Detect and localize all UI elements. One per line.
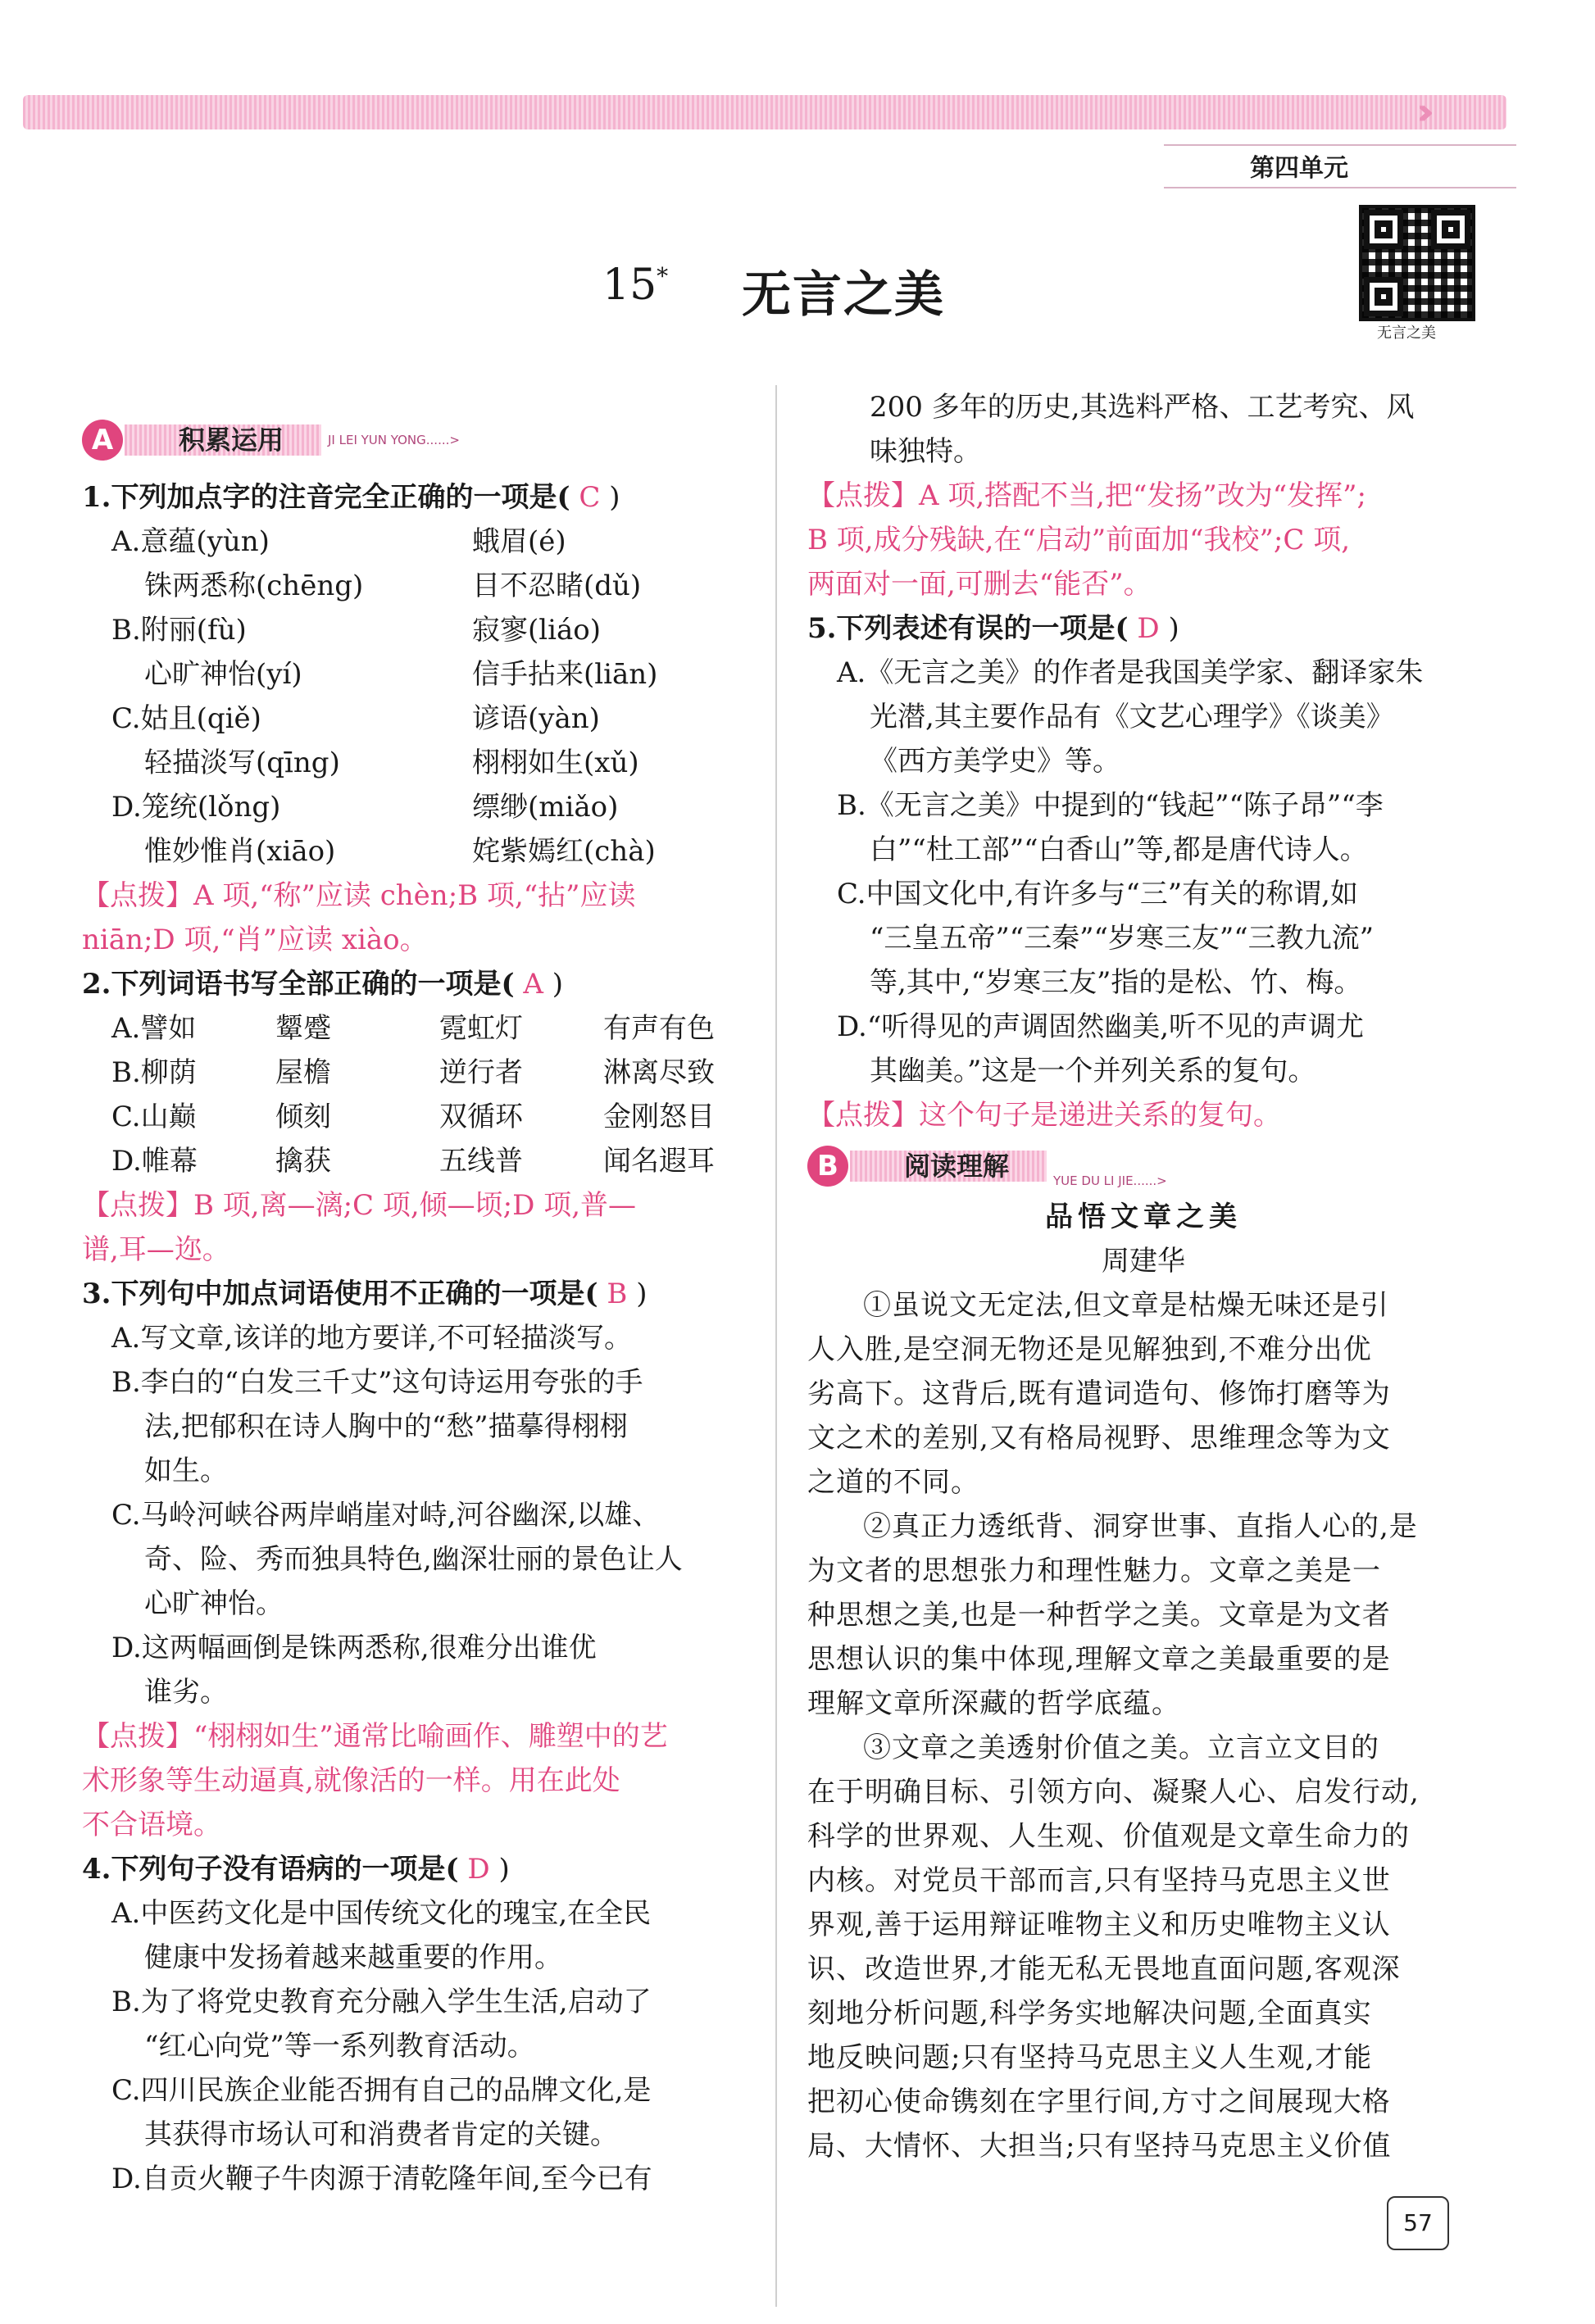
article-paragraph-line: 地反映问题;只有坚持马克思主义人生观,才能 xyxy=(807,2041,1373,2074)
q2-word: C.山巅 xyxy=(111,1101,197,1133)
q1-option: 栩栩如生(xǔ) xyxy=(472,747,639,779)
q5-option: D.“听得见的声调固然幽美,听不见的声调尤 xyxy=(837,1010,1365,1043)
q1-stem-text: 1.下列加点字的注音完全正确的一项是( xyxy=(82,481,570,514)
article-paragraph-line: 在于明确目标、引领方向、凝聚人心、启发行动, xyxy=(807,1776,1420,1809)
page-number: 57 xyxy=(1387,2196,1449,2250)
q4-stem-text: 4.下列句子没有语病的一项是( xyxy=(82,1853,459,1886)
q5-option-cont: 白”“杜工部”“白香山”等,都是唐代诗人。 xyxy=(870,833,1368,866)
section-b-pinyin: YUE DU LI JIE......> xyxy=(1053,1173,1167,1188)
q3-stem-text: 3.下列句中加点词语使用不正确的一项是( xyxy=(82,1278,598,1310)
question-4-stem xyxy=(82,1847,762,1891)
q2-word: 闻名遐耳 xyxy=(603,1145,715,1178)
article-paragraph-line: 为文者的思想张力和理性魅力。文章之美是一 xyxy=(807,1555,1381,1587)
q2-row xyxy=(82,1051,762,1095)
question-2-stem xyxy=(82,962,762,1006)
q3-option: A.写文章,该详的地方要详,不可轻描淡写。 xyxy=(111,1322,632,1355)
q2-row xyxy=(82,1006,762,1051)
article-paragraph-line: 科学的世界观、人生观、价值观是文章生命力的 xyxy=(807,1820,1410,1853)
section-a-badge: A xyxy=(82,420,123,461)
q5-option: C.中国文化中,有许多与“三”有关的称谓,如 xyxy=(837,878,1358,910)
q4-option-cont: 健康中发扬着越来越重要的作用。 xyxy=(144,1941,562,1974)
q1-row xyxy=(82,520,762,564)
q1-option: 轻描淡写(qīng) xyxy=(144,747,340,779)
q1-row xyxy=(82,564,762,608)
section-b-badge: B xyxy=(807,1146,848,1187)
q1-answer: C xyxy=(579,481,601,514)
article-paragraph-line: ①虽说文无定法,但文章是枯燥无味还是引 xyxy=(863,1289,1389,1322)
q4-option-cont: 味独特。 xyxy=(870,435,981,468)
q2-stem-text: 2.下列词语书写全部正确的一项是( xyxy=(82,968,515,1001)
q2-word: 有声有色 xyxy=(603,1012,715,1045)
article-paragraph-line: 内核。对党员干部而言,只有坚持马克思主义世 xyxy=(807,1864,1391,1897)
left-column xyxy=(82,475,762,2201)
q3-option-cont: 如生。 xyxy=(144,1455,228,1487)
q4-hint: B 项,成分残缺,在“启动”前面加“我校”;C 项, xyxy=(807,524,1351,556)
q2-word: 倾刻 xyxy=(275,1101,331,1133)
q2-close: ) xyxy=(552,968,564,1001)
q2-word: 颦蹙 xyxy=(275,1012,331,1045)
chevron-right-icon: ›››› xyxy=(1416,91,1422,133)
qr-caption: 无言之美 xyxy=(1377,325,1436,342)
q3-option: B.李白的“白发三千丈”这句诗运用夸张的手 xyxy=(111,1366,643,1399)
article-paragraph-line: ③文章之美透射价值之美。立言立文目的 xyxy=(863,1732,1379,1764)
q1-option: 缥缈(miǎo) xyxy=(472,791,619,824)
q1-close: ) xyxy=(609,481,620,514)
q3-option-cont: 谁劣。 xyxy=(144,1676,228,1709)
section-b-title: 阅读理解 xyxy=(904,1151,1010,1182)
q2-word: A.譬如 xyxy=(111,1012,197,1045)
q1-option: C.姑且(qiě) xyxy=(111,702,261,735)
q3-hint: 不合语境。 xyxy=(82,1809,221,1841)
right-column xyxy=(807,385,1479,2168)
column-divider xyxy=(775,385,777,2307)
article-paragraph-line: 文之术的差别,又有格局视野、思维理念等为文 xyxy=(807,1422,1391,1455)
section-a-title: 积累运用 xyxy=(179,424,284,456)
section-b-header xyxy=(807,1146,1266,1187)
q5-option: A.《无言之美》的作者是我国美学家、翻译家朱 xyxy=(837,656,1424,689)
q1-option: 心旷神怡(yí) xyxy=(144,658,302,691)
q5-option-cont: 其幽美。”这是一个并列关系的复句。 xyxy=(870,1055,1316,1087)
q4-option: A.中医药文化是中国传统文化的瑰宝,在全民 xyxy=(111,1897,652,1930)
q2-hint: 【点拨】B 项,离—漓;C 项,倾—顷;D 项,普— xyxy=(82,1189,637,1222)
article-paragraph-line: 把初心使命镌刻在字里行间,方寸之间展现大格 xyxy=(807,2086,1391,2118)
q1-option: 惟妙惟肖(xiāo) xyxy=(144,835,336,868)
article-paragraph-line: 之道的不同。 xyxy=(807,1466,979,1499)
q1-option: 铢两悉称(chēng) xyxy=(144,570,364,602)
q1-option: D.笼统(lǒng) xyxy=(111,791,281,824)
qr-code-icon[interactable] xyxy=(1359,205,1475,321)
q3-option-cont: 法,把郁积在诗人胸中的“愁”描摹得栩栩 xyxy=(144,1410,628,1443)
lesson-mark: * xyxy=(657,262,669,290)
article-paragraph-line: ②真正力透纸背、洞穿世事、直指人心的,是 xyxy=(863,1510,1418,1543)
header-band xyxy=(23,91,1506,133)
article-paragraph-line: 识、改造世界,才能无私无畏地直面问题,客观深 xyxy=(807,1953,1401,1986)
article-paragraph-line: 界观,善于运用辩证唯物主义和历史唯物主义认 xyxy=(807,1909,1391,1941)
article-paragraph-line: 理解文章所深藏的哲学底蕴。 xyxy=(807,1687,1180,1720)
q3-hint: 【点拨】“栩栩如生”通常比喻画作、雕塑中的艺 xyxy=(82,1720,668,1753)
q1-option: A.意蕴(yùn) xyxy=(111,525,270,558)
article-paragraph-line: 人入胜,是空洞无物还是见解独到,不难分出优 xyxy=(807,1333,1372,1366)
question-5-stem xyxy=(807,606,1479,651)
question-3-stem xyxy=(82,1272,762,1316)
q4-hint: 两面对一面,可删去“能否”。 xyxy=(807,568,1152,601)
q3-hint: 术形象等生动逼真,就像活的一样。用在此处 xyxy=(82,1764,620,1797)
q5-close: ) xyxy=(1168,612,1179,645)
q2-row xyxy=(82,1139,762,1183)
q1-hint: 【点拨】A 项,“称”应读 chèn;B 项,“拈”应读 xyxy=(82,879,636,912)
article-title: 品悟文章之美 xyxy=(1045,1201,1242,1233)
section-a-pinyin: JI LEI YUN YONG......> xyxy=(328,433,460,447)
q1-option: 目不忍睹(dǔ) xyxy=(472,570,642,602)
q4-hint: 【点拨】A 项,搭配不当,把“发扬”改为“发挥”; xyxy=(807,479,1366,512)
q2-word: B.柳荫 xyxy=(111,1056,197,1089)
q2-word: 霓虹灯 xyxy=(439,1012,523,1045)
q5-stem-text: 5.下列表述有误的一项是( xyxy=(807,612,1129,645)
q3-option: C.马岭河峡谷两岸峭崖对峙,河谷幽深,以雄、 xyxy=(111,1499,661,1532)
q2-word: 屋檐 xyxy=(275,1056,331,1089)
q3-option-cont: 心旷神怡。 xyxy=(144,1587,284,1620)
article-paragraph-line: 种思想之美,也是一种哲学之美。文章是为文者 xyxy=(807,1599,1391,1632)
q1-option: 谚语(yàn) xyxy=(472,702,600,735)
q1-option: 姹紫嫣红(chà) xyxy=(472,835,656,868)
q1-option: 寂寥(liáo) xyxy=(472,614,602,647)
q1-hint: niān;D 项,“肖”应读 xiào。 xyxy=(82,924,428,956)
q2-word: 逆行者 xyxy=(439,1056,523,1089)
q4-close: ) xyxy=(498,1853,510,1886)
q1-row xyxy=(82,785,762,829)
q1-row xyxy=(82,652,762,697)
q2-word: 淋离尽致 xyxy=(603,1056,715,1089)
section-a-header xyxy=(82,420,541,461)
q2-word: 金刚怒目 xyxy=(603,1101,715,1133)
article-paragraph-line: 局、大情怀、大担当;只有坚持马克思主义价值 xyxy=(807,2130,1392,2163)
q2-hint: 谱,耳—迩。 xyxy=(82,1233,230,1266)
q1-row xyxy=(82,608,762,652)
article-author: 周建华 xyxy=(1102,1245,1185,1278)
q1-option: 蛾眉(é) xyxy=(472,525,566,558)
q3-answer: B xyxy=(607,1278,628,1310)
q5-option-cont: “三皇五帝”“三秦”“岁寒三友”“三教九流” xyxy=(870,922,1375,955)
q4-answer: D xyxy=(467,1853,490,1886)
q1-row xyxy=(82,697,762,741)
q4-option-cont: 其获得市场认可和消费者肯定的关键。 xyxy=(144,2118,618,2151)
q5-option: B.《无言之美》中提到的“钱起”“陈子昂”“李 xyxy=(837,789,1384,822)
q5-option-cont: 等,其中,“岁寒三友”指的是松、竹、梅。 xyxy=(870,966,1362,999)
q4-option: C.四川民族企业能否拥有自己的品牌文化,是 xyxy=(111,2074,652,2107)
q2-row xyxy=(82,1095,762,1139)
q4-option: D.自贡火鞭子牛肉源于清乾隆年间,至今已有 xyxy=(111,2163,652,2195)
q5-option-cont: 光潜,其主要作品有《文艺心理学》《谈美》 xyxy=(870,701,1394,733)
article-paragraph-line: 思想认识的集中体现,理解文章之美最重要的是 xyxy=(807,1643,1391,1676)
q1-row xyxy=(82,829,762,874)
q1-option: 信手拈来(liān) xyxy=(472,658,658,691)
q4-option-cont: “红心向党”等一系列教育活动。 xyxy=(144,2030,535,2063)
section-b-wrapper xyxy=(807,1137,1479,1195)
q2-word: 擒获 xyxy=(275,1145,331,1178)
q2-word: 五线普 xyxy=(439,1145,523,1178)
q2-word: D.帷幕 xyxy=(111,1145,198,1178)
q5-answer: D xyxy=(1137,612,1160,645)
q3-close: ) xyxy=(636,1278,648,1310)
q4-option: B.为了将党史教育充分融入学生生活,启动了 xyxy=(111,1986,652,2018)
article-paragraph-line: 劣高下。这背后,既有遣词造句、修饰打磨等为 xyxy=(807,1378,1391,1410)
article-paragraph-line: 刻地分析问题,科学务实地解决问题,全面真实 xyxy=(807,1997,1372,2030)
q1-option: B.附丽(fù) xyxy=(111,614,247,647)
q1-row xyxy=(82,741,762,785)
q3-option-cont: 奇、险、秀而独具特色,幽深壮丽的景色让人 xyxy=(144,1543,683,1576)
q4-option-cont: 200 多年的历史,其选料严格、工艺考究、风 xyxy=(870,391,1415,424)
q2-answer: A xyxy=(523,968,543,1001)
q3-option: D.这两幅画倒是铢两悉称,很难分出谁优 xyxy=(111,1632,597,1664)
q2-word: 双循环 xyxy=(439,1101,523,1133)
q5-hint: 【点拨】这个句子是递进关系的复句。 xyxy=(807,1099,1281,1132)
question-1-stem xyxy=(82,475,762,520)
q5-option-cont: 《西方美学史》等。 xyxy=(870,745,1120,778)
lesson-number-value: 15 xyxy=(602,261,657,310)
lesson-number xyxy=(602,261,668,310)
lesson-title: 无言之美 xyxy=(742,266,945,324)
unit-label: 第四单元 xyxy=(1250,154,1348,183)
